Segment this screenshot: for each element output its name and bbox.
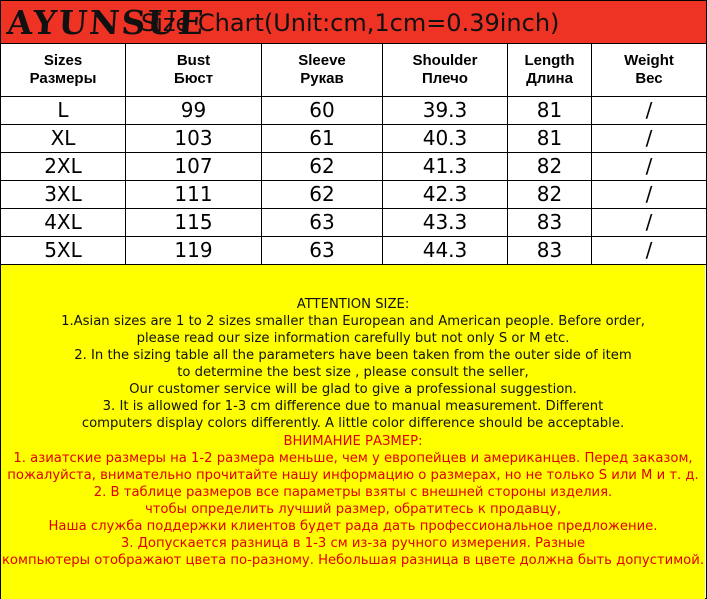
attention-line: пожалуйста, внимательно прочитайте нашу информацию о размерах, но не только S или M и т. д. [7, 468, 699, 483]
attention-heading-en: ATTENTION SIZE: [296, 297, 410, 312]
header-bar [1, 1, 706, 43]
sleeve-cell: 61 [262, 125, 383, 153]
attention-line: 2. In the sizing table all the parameters have been taken from the outer side of item [74, 348, 632, 363]
column-header-sleeve: Sleeve Рукав [262, 44, 383, 97]
sleeve-cell: 60 [262, 97, 383, 125]
size-cell: L [1, 97, 126, 125]
attention-line: computers display colors differently. A little color difference should be acceptable. [81, 416, 625, 431]
sleeve-cell: 62 [262, 153, 383, 181]
size-cell: 4XL [1, 209, 126, 237]
length-cell: 83 [508, 209, 592, 237]
size-cell: 2XL [1, 153, 126, 181]
shoulder-cell: 40.3 [383, 125, 508, 153]
attention-line: please read our size information carefully but not only S or M etc. [136, 331, 570, 346]
attention-line: чтобы определить лучший размер, обратитесь к продавцу, [144, 502, 562, 517]
length-cell: 81 [508, 97, 592, 125]
column-header-weight: Weight Вес [592, 44, 707, 97]
shoulder-cell: 43.3 [383, 209, 508, 237]
weight-cell: / [592, 237, 707, 265]
column-header-shoulder: Shoulder Плечо [383, 44, 508, 97]
sleeve-cell: 62 [262, 181, 383, 209]
attention-line: 1.Asian sizes are 1 to 2 sizes smaller than European and American people. Before order, [61, 314, 645, 329]
column-header-bust: Bust Бюст [126, 44, 262, 97]
shoulder-cell: 39.3 [383, 97, 508, 125]
table-row [1, 153, 707, 181]
attention-line: Наша служба поддержки клиентов будет рада дать профессиональное предложение. [48, 519, 658, 534]
length-cell: 81 [508, 125, 592, 153]
attention-english [1, 296, 705, 432]
table-row [1, 181, 707, 209]
length-cell: 82 [508, 153, 592, 181]
weight-cell: / [592, 209, 707, 237]
weight-cell: / [592, 181, 707, 209]
attention-line: to determine the best size , please consult the seller, [177, 365, 529, 380]
attention-line: Our customer service will be glad to give a professional suggestion. [129, 382, 577, 397]
attention-line: компьютеры отображают цвета по-разному. Небольшая разница в цвете должна быть допустимой. [1, 553, 705, 568]
shoulder-cell: 44.3 [383, 237, 508, 265]
table-row [1, 97, 707, 125]
size-cell: XL [1, 125, 126, 153]
length-cell: 82 [508, 181, 592, 209]
attention-russian [1, 433, 705, 569]
bust-cell: 103 [126, 125, 262, 153]
size-table [0, 43, 707, 265]
sleeve-cell: 63 [262, 209, 383, 237]
chart-title: Size Chart(Unit:cm,1cm=0.39inch) [141, 9, 560, 37]
size-table-header-row [1, 44, 707, 97]
column-header-size: Sizes Размеры [1, 44, 126, 97]
attention-line: 1. азиатские размеры на 1-2 размера меньше, чем у европейцев и американцев. Перед заказом, [13, 451, 693, 466]
attention-heading-ru: ВНИМАНИЕ РАЗМЕР: [283, 434, 423, 449]
column-header-length: Length Длина [508, 44, 592, 97]
attention-notice [1, 264, 705, 599]
length-cell: 83 [508, 237, 592, 265]
weight-cell: / [592, 97, 707, 125]
weight-cell: / [592, 153, 707, 181]
table-row [1, 237, 707, 265]
attention-line: 2. В таблице размеров все параметры взяты с внешней стороны изделия. [93, 485, 613, 500]
bust-cell: 111 [126, 181, 262, 209]
shoulder-cell: 42.3 [383, 181, 508, 209]
size-cell: 5XL [1, 237, 126, 265]
bust-cell: 107 [126, 153, 262, 181]
table-row [1, 125, 707, 153]
table-row [1, 209, 707, 237]
bust-cell: 119 [126, 237, 262, 265]
bust-cell: 115 [126, 209, 262, 237]
bust-cell: 99 [126, 97, 262, 125]
shoulder-cell: 41.3 [383, 153, 508, 181]
size-cell: 3XL [1, 181, 126, 209]
attention-line: 3. Допускается разница в 1-3 см из-за ручного измерения. Разные [120, 536, 586, 551]
attention-line: 3. It is allowed for 1-3 cm difference due to manual measurement. Different [102, 399, 604, 414]
brand-logo: AYUNSUE [5, 3, 207, 42]
weight-cell: / [592, 125, 707, 153]
sleeve-cell: 63 [262, 237, 383, 265]
